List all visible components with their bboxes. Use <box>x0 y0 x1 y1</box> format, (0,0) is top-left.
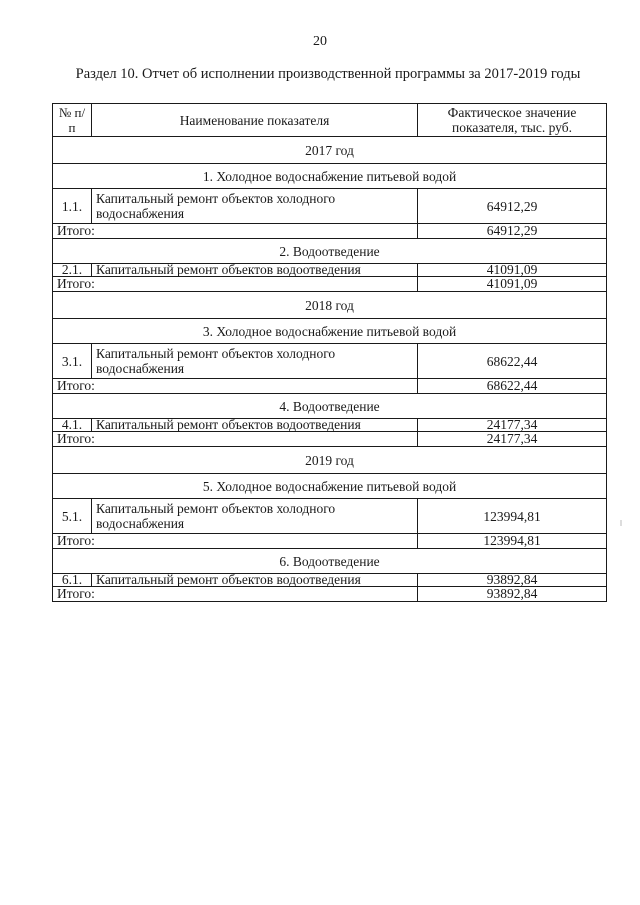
section-title: 4. Водоотведение <box>53 394 607 419</box>
section-row <box>53 164 607 189</box>
item-name: Капитальный ремонт объектов холодного водоснабжения <box>92 344 418 379</box>
total-row <box>53 277 607 292</box>
total-value: 93892,84 <box>418 587 607 602</box>
page-title: Раздел 10. Отчет об исполнении производственной программы за 2017-2019 годы <box>75 66 581 82</box>
total-value: 64912,29 <box>418 224 607 239</box>
header-num: № п/п <box>53 104 92 137</box>
total-row <box>53 432 607 447</box>
item-num: 3.1. <box>53 344 92 379</box>
total-label: Итого: <box>53 277 418 292</box>
total-row <box>53 534 607 549</box>
item-num: 5.1. <box>53 499 92 534</box>
section-row <box>53 474 607 499</box>
total-label: Итого: <box>53 224 418 239</box>
section-row <box>53 239 607 264</box>
year-label: 2017 год <box>53 137 607 164</box>
total-label: Итого: <box>53 379 418 394</box>
year-row <box>53 292 607 319</box>
item-value: 93892,84 <box>418 574 607 587</box>
total-label: Итого: <box>53 432 418 447</box>
table-row <box>53 344 607 379</box>
report-table <box>52 103 607 602</box>
total-label: Итого: <box>53 534 418 549</box>
table-row <box>53 189 607 224</box>
table-row <box>53 574 607 587</box>
item-name: Капитальный ремонт объектов водоотведения <box>92 574 418 587</box>
total-row <box>53 379 607 394</box>
item-name: Капитальный ремонт объектов водоотведения <box>92 264 418 277</box>
item-num: 6.1. <box>53 574 92 587</box>
total-value: 41091,09 <box>418 277 607 292</box>
total-label: Итого: <box>53 587 418 602</box>
section-row <box>53 319 607 344</box>
header-row <box>53 104 607 137</box>
header-name: Наименование показателя <box>92 104 418 137</box>
item-value: 68622,44 <box>418 344 607 379</box>
item-value: 123994,81 <box>418 499 607 534</box>
section-title: 5. Холодное водоснабжение питьевой водой <box>53 474 607 499</box>
table-row <box>53 499 607 534</box>
item-name: Капитальный ремонт объектов водоотведения <box>92 419 418 432</box>
total-row <box>53 224 607 239</box>
section-title: 1. Холодное водоснабжение питьевой водой <box>53 164 607 189</box>
header-value: Фактическое значение показателя, тыс. руб. <box>418 104 607 137</box>
item-num: 4.1. <box>53 419 92 432</box>
year-row <box>53 137 607 164</box>
total-row <box>53 587 607 602</box>
section-row <box>53 549 607 574</box>
total-value: 123994,81 <box>418 534 607 549</box>
total-value: 24177,34 <box>418 432 607 447</box>
section-row <box>53 394 607 419</box>
item-value: 64912,29 <box>418 189 607 224</box>
item-num: 1.1. <box>53 189 92 224</box>
section-title: 3. Холодное водоснабжение питьевой водой <box>53 319 607 344</box>
page-number: 20 <box>313 34 327 49</box>
item-num: 2.1. <box>53 264 92 277</box>
item-name: Капитальный ремонт объектов холодного водоснабжения <box>92 189 418 224</box>
year-row <box>53 447 607 474</box>
item-value: 24177,34 <box>418 419 607 432</box>
total-value: 68622,44 <box>418 379 607 394</box>
table-row <box>53 264 607 277</box>
item-name: Капитальный ремонт объектов холодного водоснабжения <box>92 499 418 534</box>
item-value: 41091,09 <box>418 264 607 277</box>
section-title: 2. Водоотведение <box>53 239 607 264</box>
scan-mark <box>620 520 622 526</box>
section-title: 6. Водоотведение <box>53 549 607 574</box>
year-label: 2018 год <box>53 292 607 319</box>
year-label: 2019 год <box>53 447 607 474</box>
table-row <box>53 419 607 432</box>
